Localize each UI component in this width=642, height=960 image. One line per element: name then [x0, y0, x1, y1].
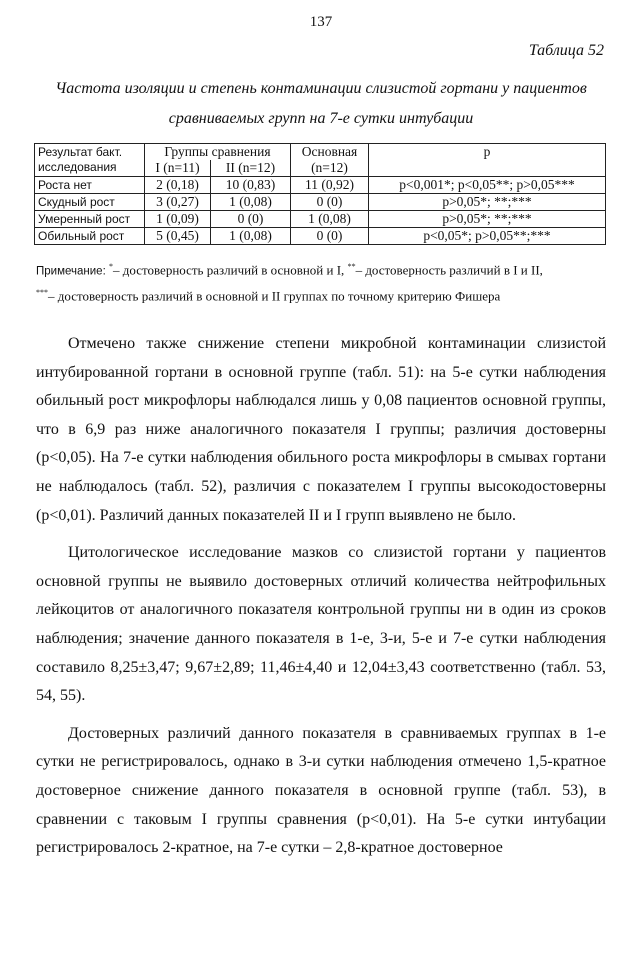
table-row	[35, 211, 606, 228]
cell-group-1: 2 (0,18)	[145, 177, 211, 194]
header-main: Основная	[291, 144, 369, 161]
cell-main: 11 (0,92)	[291, 177, 369, 194]
cell-group-1: 1 (0,09)	[145, 211, 211, 228]
cell-group-2: 0 (0)	[211, 211, 291, 228]
body-text	[36, 330, 606, 872]
header-result: Результат бакт. исследования	[35, 144, 145, 177]
table-caption: Частота изоляции и степень контаминации слизистой гортани у пациентов сравниваемых групп на 7-е сутки интубации	[55, 80, 587, 127]
cell-group-2: 1 (0,08)	[211, 194, 291, 211]
table-row	[35, 177, 606, 194]
row-label: Роста нет	[35, 177, 145, 194]
header-group-1: I (n=11)	[145, 160, 211, 177]
cell-group-1: 3 (0,27)	[145, 194, 211, 211]
table-note: Примечание: *– достоверность различий в основной и I, **– достоверность различий в I и II, ***– достоверность различий в основной и II группах по точному критерию Фишера	[36, 262, 543, 304]
cell-p: p<0,05*; p>0,05**;***	[369, 228, 606, 245]
note-part-2: – достоверность различий в I и II,	[355, 262, 543, 278]
header-group-2: II (n=12)	[211, 160, 291, 177]
paragraph: Достоверных различий данного показателя в сравниваемых группах в 1-е сутки не регистрировалось, однако в 3-и сутки наблюдения отмечено 1,5-кратное достоверное снижение данного показателя в основной группе (табл. 53), в сравнении с таковым I группы сравнения (p<0,01). На 5-е сутки интубации регистрировалось 2-кратное, на 7-е сутки – 2,8-кратное достоверное	[36, 724, 606, 857]
row-label: Умеренный рост	[35, 211, 145, 228]
page-number: 137	[309, 14, 333, 30]
cell-main: 1 (0,08)	[291, 211, 369, 228]
table-label: Таблица 52	[528, 42, 604, 59]
note-part-1: – достоверность различий в основной и I,	[113, 262, 345, 278]
table-row	[35, 228, 606, 245]
note-lead: Примечание:	[36, 265, 106, 278]
cell-p: p<0,001*; p<0,05**; p>0,05***	[369, 177, 606, 194]
row-label: Обильный рост	[35, 228, 145, 245]
table-row	[35, 194, 606, 211]
note-part-3: – достоверность различий в основной и II группах по точному критерию Фишера	[48, 288, 501, 304]
cell-group-2: 1 (0,08)	[211, 228, 291, 245]
results-table	[34, 143, 606, 245]
header-main-n: (n=12)	[291, 160, 369, 177]
cell-group-1: 5 (0,45)	[145, 228, 211, 245]
cell-main: 0 (0)	[291, 228, 369, 245]
header-p: p	[369, 144, 606, 177]
paragraph: Отмечено также снижение степени микробной контаминации слизистой интубированной гортани в основной группе (табл. 51): на 5-е сутки наблюдения обильный рост микрофлоры наблюдался лишь у 0,08 пациентов основной группы, что в 6,9 раз ниже аналогичного показателя I группы; различия достоверны (p<0,05). На 7-е сутки наблюдения обильного роста микрофлоры в смывах гортани не наблюдалось (табл. 52), различия с показателем I группы высокодостоверны (p<0,01). Различий данных показателей II и I групп выявлено не было.	[36, 335, 606, 524]
paragraph: Цитологическое исследование мазков со слизистой гортани у пациентов основной группы не выявило достоверных отличий количества нейтрофильных лейкоцитов от аналогичного показателя контрольной группы ни в один из сроков наблюдения; значение данного показателя в 1-е, 3-и, 5-е и 7-е сутки наблюдения составило 8,25±3,47; 9,67±2,89; 11,46±4,40 и 12,04±3,43 соответственно (табл. 53, 54, 55).	[36, 544, 606, 705]
cell-p: p>0,05*; **;***	[369, 194, 606, 211]
cell-p: p>0,05*; **;***	[369, 211, 606, 228]
row-label: Скудный рост	[35, 194, 145, 211]
header-groups: Группы сравнения	[145, 144, 291, 161]
cell-group-2: 10 (0,83)	[211, 177, 291, 194]
cell-main: 0 (0)	[291, 194, 369, 211]
